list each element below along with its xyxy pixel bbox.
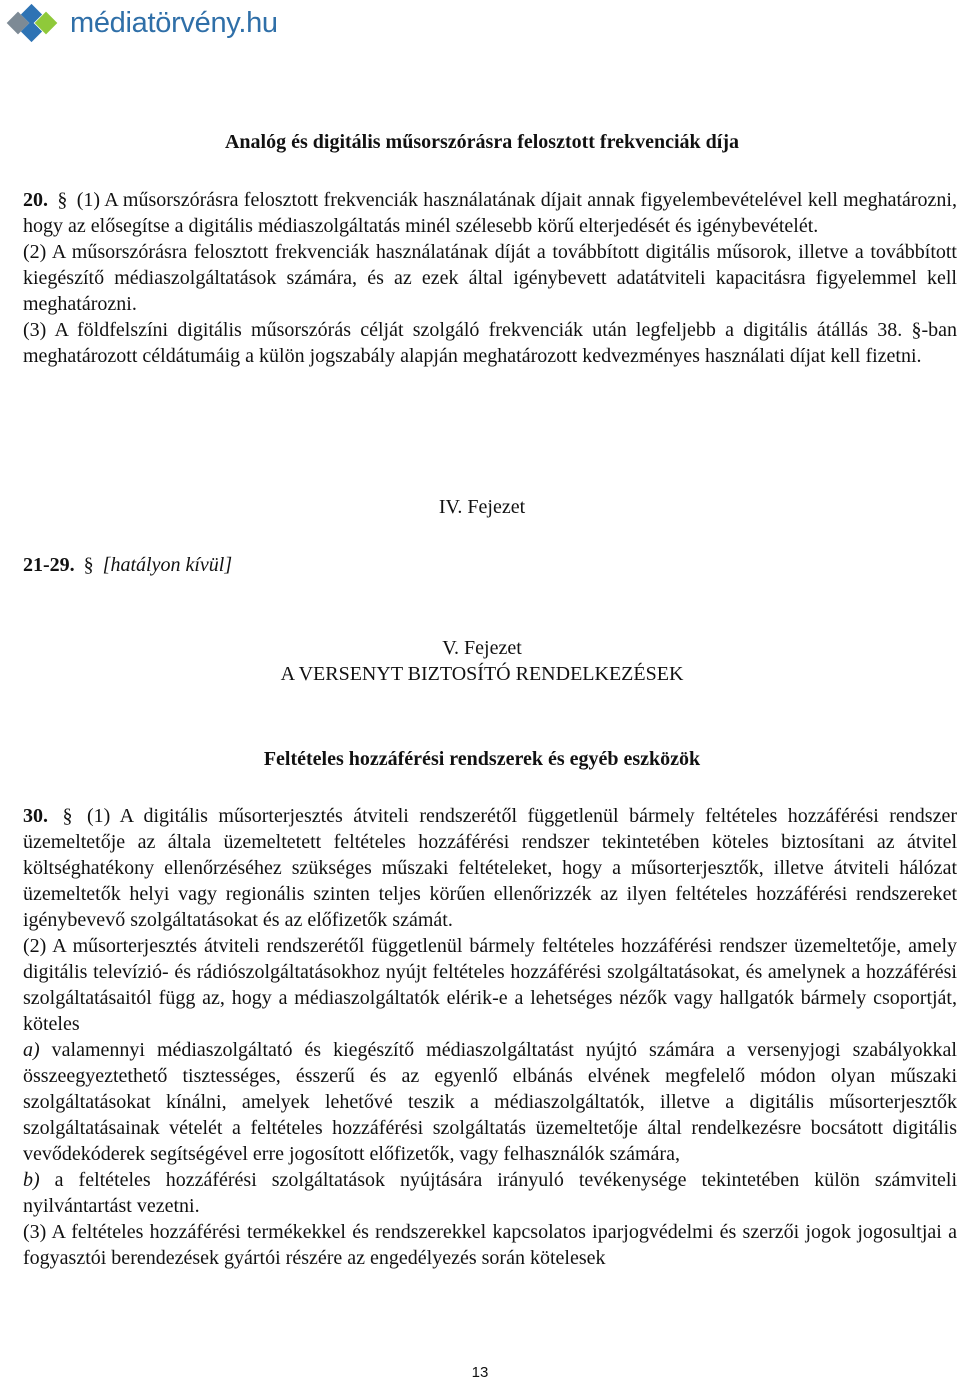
section-21-29-number: 21-29. [23, 554, 75, 576]
section-20-number: 20. [23, 189, 48, 211]
point-a-label: a) [23, 1039, 40, 1061]
section-30-text-1: (1) A digitális műsorterjesztés átviteli rendszerétől függetlenül bármely feltételes hozzáférési rendszer üzemeltetője az általa üzemeltetett feltételes hozzáférési rendszer tekintetében köteles biztosítani az átvitel költséghatékony ellenőrzéséhez szükséges műszaki feltételeket, hogy a műsorterjesztők, illetve átviteli hálózat üzemeltetők helyi vagy regionális szinten teljes körűen ellenőrizzék az ilyen feltételes hozzáférési rendszereket igénybevevő szolgáltatásokat és az előfizetők számát. [23, 805, 958, 931]
section-30-number: 30. [23, 805, 48, 827]
section-title-conditional-access: Feltételes hozzáférési rendszerek és egyéb eszközök [263, 748, 701, 770]
section-30-point-a [7, 1037, 957, 1167]
section-20-text-3a: (3) A földfelszíni digitális műsorszórás célját szolgáló frekvenciák után legfeljebb a digitális átállás 38. [23, 319, 903, 341]
chapter-4-heading: IV. Fejezet [438, 496, 526, 518]
logo-text: médiatörvény.hu [70, 6, 278, 39]
chapter-5-title: A VERSENYT BIZTOSÍTÓ RENDELKEZÉSEK [280, 663, 684, 685]
section-21-29 [7, 552, 957, 578]
section-20-text-1: (1) A műsorszórásra felosztott frekvenciák használatának díjait annak figyelembevételével kell meghatározni, hogy az elősegítse a digitális médiaszolgáltatás minél szélesebb körű elterjedését és igénybevételét. [23, 189, 957, 237]
point-a-text: valamennyi médiaszolgáltató és kiegészítő médiaszolgáltatást nyújtó számára a versenyjogi szabályokkal összeegyeztethető tisztességes, ésszerű és az egyenlő elbánás elvének megfelelő módon olyan műszaki szolgáltatásokat kínálni, amelyek lehetővé teszik a médiaszolgáltatók, illetve a digitális műsorterjesztők szolgáltatásainak vételét a feltételes hozzáférési szolgáltatás üzemeltetője által rendelkezésre bocsátott digitális vevődekóderek segítségével erre jogosított előfizetők, vagy felhasználók számára, [23, 1039, 957, 1165]
section-sign: § [911, 319, 922, 341]
section-21-29-status: [hatályon kívül] [102, 554, 233, 576]
section-30-paragraph-3: (3) A feltételes hozzáférési termékekkel és rendszerekkel kapcsolatos iparjogvédelmi és szerzői jogok jogosultjai a fogyasztói berendezések gyártói részére az engedélyezés során kötelesek [23, 1221, 957, 1269]
site-logo[interactable] [6, 2, 278, 44]
section-20 [7, 187, 957, 369]
section-sign: § [57, 189, 68, 211]
page-number: 13 [471, 1364, 489, 1381]
section-sign: § [62, 805, 73, 827]
section-20-paragraph-3 [7, 317, 957, 369]
point-b-label: b) [23, 1169, 40, 1191]
logo-mark-icon [6, 3, 66, 43]
section-title-frequency-fee: Analóg és digitális műsorszórásra felosztott frekvenciák díja [224, 131, 740, 153]
section-20-paragraph-2: (2) A műsorszórásra felosztott frekvenciák használatának díját a továbbított digitális műsorok, illetve a továbbított kiegészítő médiaszolgáltatások számára, és az ezek által igénybevett adatátviteli kapacitásra figyelemmel kell meghatározni. [23, 241, 957, 315]
section-20-text-3b: -ban meghatározott céldátumáig a külön jogszabály alapján meghatározott kedvezményes használati díjat kell fizetni. [23, 319, 957, 367]
section-30 [7, 803, 957, 1271]
section-sign: § [83, 554, 94, 576]
point-b-text: a feltételes hozzáférési szolgáltatások nyújtására irányuló tevékenysége tekintetében külön számviteli nyilvántartást vezetni. [23, 1169, 958, 1217]
chapter-5-label: V. Fejezet [442, 637, 522, 659]
section-21-29-line [7, 552, 957, 578]
section-30-paragraph-1 [7, 803, 957, 933]
section-30-point-b [7, 1167, 957, 1219]
section-30-paragraph-2: (2) A műsorterjesztés átviteli rendszerétől függetlenül bármely feltételes hozzáférési rendszer üzemeltetője, amely digitális televízió- és rádiószolgáltatásokhoz nyújt feltételes hozzáférési szolgáltatásokat, és amelynek a hozzáférési szolgáltatásaitól függ az, hogy a médiaszolgáltatók elérik-e a lehetséges nézők vagy hallgatók bármely csoportját, köteles [23, 935, 957, 1035]
section-20-paragraph-1 [7, 187, 957, 239]
